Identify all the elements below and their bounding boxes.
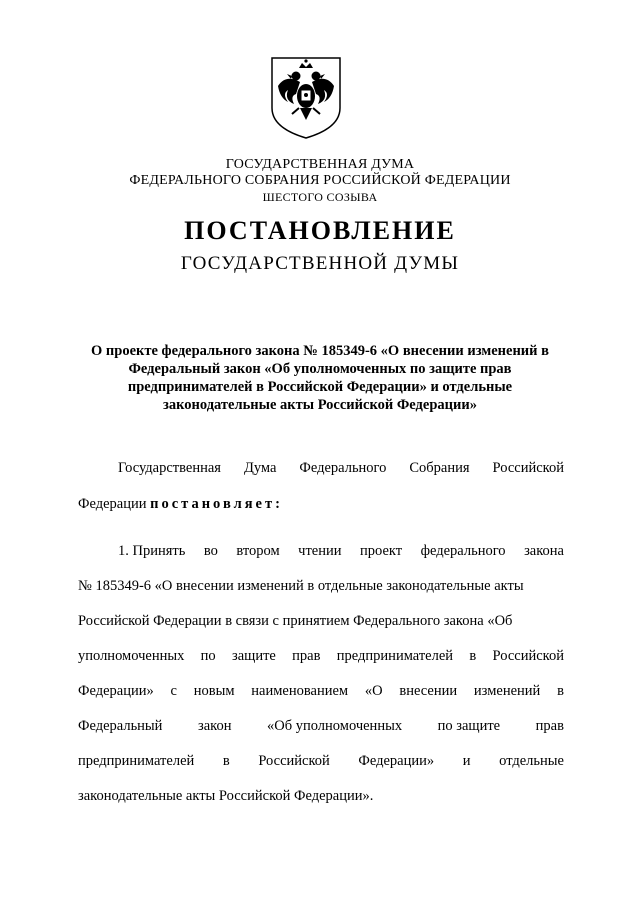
- word: отдельные: [499, 753, 564, 769]
- word: защите: [231, 648, 276, 664]
- word: 1. Принять: [118, 543, 186, 559]
- word: федерального: [420, 543, 506, 559]
- word: Дума: [243, 460, 277, 476]
- coat-of-arms-emblem: [266, 56, 346, 140]
- word: Российской: [258, 753, 330, 769]
- word: внесении: [399, 683, 458, 699]
- word: закон: [197, 718, 232, 734]
- word: предпринимателей: [336, 648, 454, 664]
- word: Российской: [492, 648, 564, 664]
- word: в: [469, 648, 477, 664]
- word: уполномоченных: [78, 648, 185, 664]
- word: изменений: [473, 683, 541, 699]
- document-subtitle: ГОСУДАРСТВЕННОЙ ДУМЫ: [180, 253, 460, 274]
- word: прав: [292, 648, 321, 664]
- word: по: [200, 648, 216, 664]
- word: «О: [364, 683, 383, 699]
- word: и: [462, 753, 471, 769]
- paragraph-1-line-8: законодательные акты Российской Федерации».: [78, 788, 374, 804]
- word: по защите: [437, 718, 501, 734]
- word: в: [557, 683, 564, 699]
- paragraph-1-line-3: Российской Федерации в связи с принятием Федерального закона «Об: [78, 613, 513, 629]
- paragraph-1-line-7: [78, 753, 564, 770]
- header-line-3: ШЕСТОГО СОЗЫВА: [262, 190, 378, 204]
- paragraph-1-line-2: № 185349-6 «О внесении изменений в отдельные законодательные акты: [78, 578, 524, 594]
- word: «Об уполномоченных: [267, 718, 403, 734]
- subject-line: законодательные акты Российской Федерации»: [163, 397, 477, 413]
- word: Федеральный: [78, 718, 163, 734]
- preamble-line-1: [118, 460, 564, 477]
- paragraph-1-line-6: [78, 718, 564, 735]
- header-line-2: ФЕДЕРАЛЬНОГО СОБРАНИЯ РОССИЙСКОЙ ФЕДЕРАЦИИ: [129, 173, 511, 188]
- preamble-prefix: Федерации: [78, 496, 147, 512]
- word: закона: [524, 543, 564, 559]
- word: с: [170, 683, 177, 699]
- subject-line: предпринимателей в Российской Федерации» и отдельные: [127, 379, 513, 395]
- preamble-verb: постановляет:: [150, 496, 283, 512]
- subject-line: О проекте федерального закона № 185349-6 «О внесении изменений в: [91, 343, 549, 359]
- word: прав: [535, 718, 564, 734]
- paragraph-1-line-4: [78, 648, 564, 665]
- paragraph-1-line-1: [118, 543, 564, 560]
- word: проект: [360, 543, 403, 559]
- word: Федерации»: [78, 683, 154, 699]
- word: предпринимателей: [78, 753, 195, 769]
- document-title: ПОСТАНОВЛЕНИЕ: [184, 216, 456, 245]
- word: наименованием: [251, 683, 349, 699]
- subject-block: [0, 342, 640, 414]
- subject-line: Федеральный закон «Об уполномоченных по защите прав: [128, 361, 512, 377]
- word: Государственная: [118, 460, 221, 476]
- preamble-line-2: [78, 496, 564, 513]
- word: новым: [193, 683, 235, 699]
- word: Федерации»: [358, 753, 435, 769]
- header-line-1: ГОСУДАРСТВЕННАЯ ДУМА: [225, 157, 415, 172]
- word: Российской: [492, 460, 564, 476]
- word: втором: [236, 543, 280, 559]
- paragraph-1-line-5: [78, 683, 564, 700]
- word: в: [222, 753, 230, 769]
- word: во: [203, 543, 218, 559]
- word: Федерального: [299, 460, 387, 476]
- word: Собрания: [409, 460, 470, 476]
- word: чтении: [298, 543, 342, 559]
